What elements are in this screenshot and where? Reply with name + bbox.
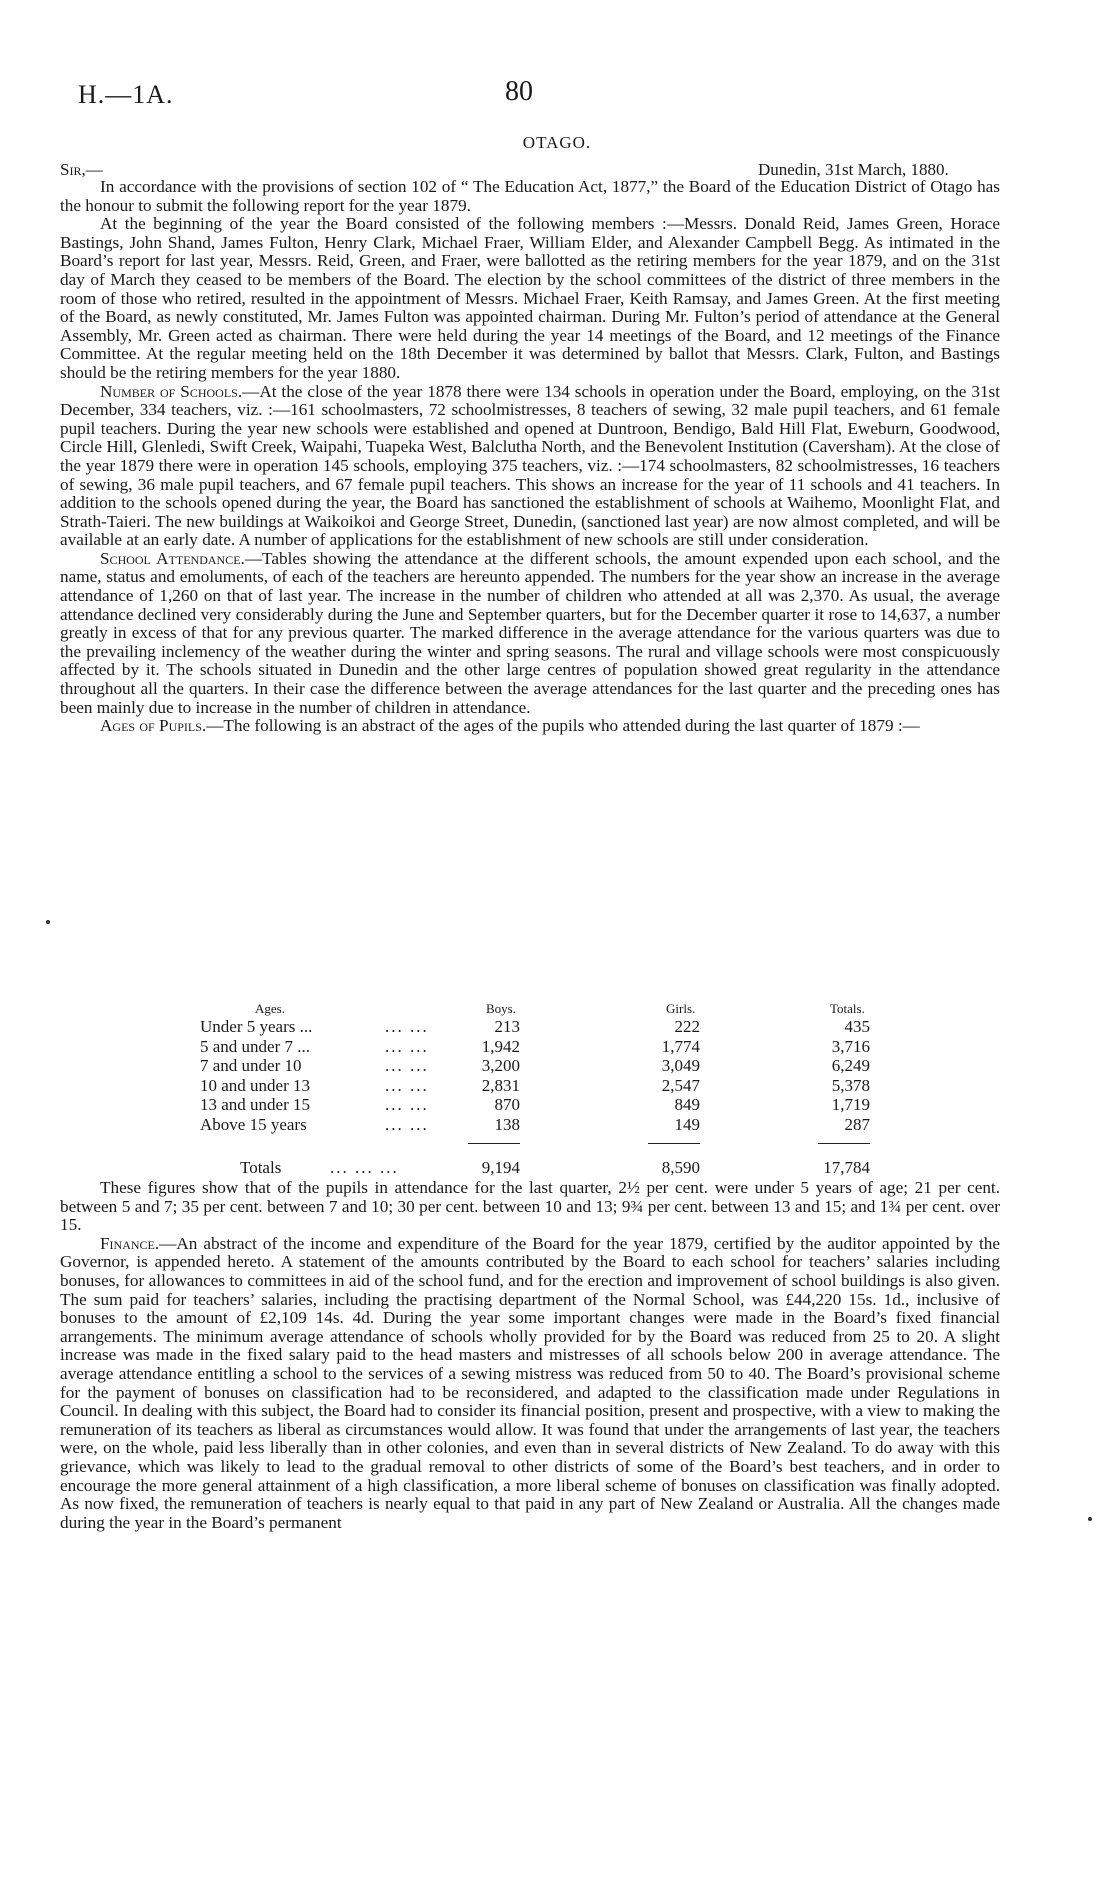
number-of-schools-paragraph	[60, 383, 1000, 550]
region-heading: OTAGO.	[522, 133, 592, 152]
section-text: —Tables showing the attendance at the different schools, the amount expended upon each school, and the name, status and emoluments, of each of the teachers are hereunto appended. The numbers for the year show an increase in the average attendance of 1,260 on that of last year. The increase in the number of children who attended at all was 2,370. As usual, the average attendance declined very considerably during the June and September quarters, but for the December quarter it rose to 14,637, a number greatly in excess of that for any previous quarter. The marked difference in the average attendance for the various quarters was due to the prevailing inclemency of the weather during the winter and spring seasons. The rural and village schools were most conspicuously affected by it. The schools situated in Dunedin and the other large centres of population showed great regularity in the attendance throughout all the quarters. In their case the difference between the average attendances for the last quarter and the preceding ones has been mainly due to increase in the number of children in attendance.	[60, 548, 1000, 717]
totals-cell: 6,249	[831, 1056, 870, 1075]
table-row	[200, 1115, 880, 1135]
age-cell: 5 and under 7 ...	[200, 1036, 311, 1056]
board-members-paragraph: At the beginning of the year the Board consisted of the following members :—Messrs. Donald Reid, James Green, Horace Bastings, John Shand, James Fulton, Henry Clark, Michael Fraer, William Elder, and Alexander Campbell Begg. As intimated in the Board’s report for last year, Messrs. Reid, Green, and Fraer, were ballotted as the retiring members for the year 1879, and on the 31st day of March they ceased to be members of the Board. The election by the school committees of the district of three members in the room of those who retired, resulted in the appointment of Messrs. Michael Fraer, Keith Ramsay, and James Green. At the first meeting of the Board, as newly constituted, Mr. James Fulton was appointed chairman. During Mr. Fulton’s period of attendance at the General Assembly, Mr. Green acted as chairman. There were held during the year 14 meetings of the Board, and 12 meetings of the Finance Committee. At the regular meeting held on the 18th December it was determined by ballot that Messrs. Clark, Fulton, and Bastings should be the retiring members for the year 1880.	[60, 214, 1000, 382]
margin-mark	[1088, 1517, 1092, 1521]
boys-cell: 2,831	[481, 1075, 520, 1095]
girls-cell: 2,547	[661, 1075, 700, 1095]
section-text: —At the close of the year 1878 there were 134 schools in operation under the Board, employing, on the 31st December, 334 teachers, viz. :—161 schoolmasters, 72 schoolmistresses, 8 teachers of sewing, 32 male pupil teachers, and 61 female pupil teachers. During the year new schools were established and opened at Duntroon, Bendigo, Bald Hill Flat, Eweburn, Goodwood, Circle Hill, Glenledi, Swift Creek, Waipahi, Tuapeka West, Balclutha North, and the Benevolent Institution (Caversham). At the close of the year 1879 there were in operation 145 schools, employing 375 teachers, viz. :—174 schoolmasters, 82 schoolmistresses, 16 teachers of sewing, 36 male pupil teachers, and 67 female pupil teachers. This shows an increase for the year of 11 schools and 41 teachers. In addition to the schools opened during the year, the Board has sanctioned the establishment of schools at Waihemo, Moonlight Flat, and Strath-Taieri. The new buildings at Waikoikoi and George Street, Dunedin, (sanctioned last year) are now almost completed, and will be available at an early date. A number of applications for the establishment of new schools are still under consideration.	[60, 381, 1000, 550]
col-header-girls: Girls.	[666, 1001, 696, 1016]
leader-dots: ... ...	[385, 1075, 429, 1095]
totals-label: Totals	[240, 1158, 282, 1177]
boys-cell: 138	[494, 1114, 520, 1134]
salutation: Sir,—	[60, 160, 103, 179]
margin-mark	[46, 920, 50, 924]
table-row	[200, 1076, 880, 1096]
figures-paragraph: These figures show that of the pupils in attendance for the last quarter, 2½ per cent. were under 5 years of age; 21 per cent. between 5 and 7; 35 per cent. between 7 and 10; 30 per cent. between 10 and 13; 9¾ per cent. between 13 and 15; and 1¾ per cent. over 15.	[60, 1178, 1000, 1235]
section-heading: Ages of Pupils.	[100, 716, 207, 736]
boys-total: 9,194	[481, 1158, 520, 1177]
section-heading: Finance.	[100, 1233, 160, 1253]
report-body-top	[60, 178, 1000, 736]
girls-total: 8,590	[661, 1158, 700, 1177]
section-text: —An abstract of the income and expenditure of the Board for the year 1879, certified by the auditor appointed by the Governor, is appended hereto. A statement of the amounts contributed by the Board to each school for teachers’ salaries including bonuses, for allowances to committees in aid of the school fund, and for the erection and improvement of school buildings is also given. The sum paid for teachers’ salaries, including the practising department of the Normal School, was £44,220 15s. 1d., inclusive of bonuses to the amount of £2,109 14s. 4d. During the year some important changes were made in the Board’s fixed financial arrangements. The minimum average attendance of schools wholly provided for by the Board was reduced from 25 to 20. A slight increase was made in the fixed salary paid to the head masters and mistresses of all schools below 200 in average attendance. The average attendance entitling a school to the services of a sewing mistress was reduced from 50 to 40. The Board’s provisional scheme for the payment of bonuses on classification had to be reconsidered, and adapted to the classification made under Regulations in Council. In dealing with this subject, the Board had to consider its financial position, present and prospective, with a view to making the remuneration of its teachers as liberal as circumstances would allow. It was found that under the arrangements of last year, the teachers were, on the whole, paid less liberally than in other colonies, and even than in several districts of New Zealand. To do away with this grievance, which was likely to lead to the gradual removal to other districts of some of the Board’s best teachers, and in order to encourage the more general attainment of a high classification, a more liberal scheme of bonuses on classification was finally adopted. As now fixed, the remuneration of teachers is nearly equal to that paid in any part of New Zealand or Australia. All the changes made during the year in the Board’s permanent	[60, 1233, 1000, 1532]
ages-table	[200, 1001, 880, 1180]
rule-girls	[648, 1143, 700, 1144]
col-header-totals: Totals.	[830, 1001, 865, 1016]
table-row	[200, 1056, 880, 1076]
leader-dots: ... ...	[385, 1114, 429, 1134]
leader-dots: ... ...	[385, 1056, 429, 1075]
table-row	[200, 1095, 880, 1115]
girls-cell: 149	[674, 1114, 700, 1134]
age-cell: Under 5 years ...	[200, 1017, 313, 1036]
table-row	[200, 1037, 880, 1057]
age-cell: 13 and under 15	[200, 1095, 311, 1114]
intro-paragraph: In accordance with the provisions of section 102 of “ The Education Act, 1877,” the Board of the Education District of Otago has the honour to submit the following report for the year 1879.	[60, 177, 1000, 215]
leader-dots: ... ...	[385, 1095, 429, 1114]
boys-cell: 1,942	[481, 1036, 520, 1056]
boys-cell: 3,200	[481, 1056, 520, 1075]
totals-row	[200, 1158, 880, 1180]
girls-cell: 222	[674, 1017, 700, 1036]
page-number: 80	[505, 76, 533, 107]
rule-totals	[818, 1143, 870, 1144]
document-reference: H.—1A.	[78, 80, 174, 109]
report-body-bottom	[60, 1179, 1000, 1532]
section-heading: Number of Schools.	[100, 381, 243, 401]
school-attendance-paragraph	[60, 550, 1000, 717]
leader-dots: ... ...	[385, 1017, 429, 1036]
col-header-ages: Ages.	[255, 1001, 285, 1016]
boys-cell: 870	[494, 1095, 520, 1114]
section-text: —The following is an abstract of the ages of the pupils who attended during the last quarter of 1879 :—	[206, 716, 920, 736]
age-cell: 10 and under 13	[200, 1075, 311, 1095]
boys-cell: 213	[494, 1017, 520, 1036]
age-cell: 7 and under 10	[200, 1056, 302, 1075]
col-header-boys: Boys.	[486, 1001, 516, 1016]
leader-dots: ... ... ...	[330, 1158, 399, 1177]
ages-of-pupils-paragraph	[60, 717, 1000, 736]
section-heading: School Attendance.	[100, 548, 245, 568]
totals-cell: 3,716	[831, 1036, 870, 1056]
totals-cell: 287	[844, 1114, 870, 1134]
totals-cell: 435	[844, 1017, 870, 1036]
girls-cell: 1,774	[661, 1036, 700, 1056]
girls-cell: 849	[674, 1095, 700, 1114]
girls-cell: 3,049	[661, 1056, 700, 1075]
table-row	[200, 1017, 880, 1037]
finance-paragraph	[60, 1235, 1000, 1533]
totals-cell: 1,719	[831, 1095, 870, 1114]
totals-cell: 5,378	[831, 1075, 870, 1095]
sum-rules	[200, 1134, 880, 1158]
age-cell: Above 15 years	[200, 1114, 307, 1134]
rule-boys	[468, 1143, 520, 1144]
leader-dots: ... ...	[385, 1036, 429, 1056]
table-header	[200, 1001, 880, 1017]
grand-total: 17,784	[823, 1158, 870, 1177]
dateline: Dunedin, 31st March, 1880.	[758, 160, 949, 179]
